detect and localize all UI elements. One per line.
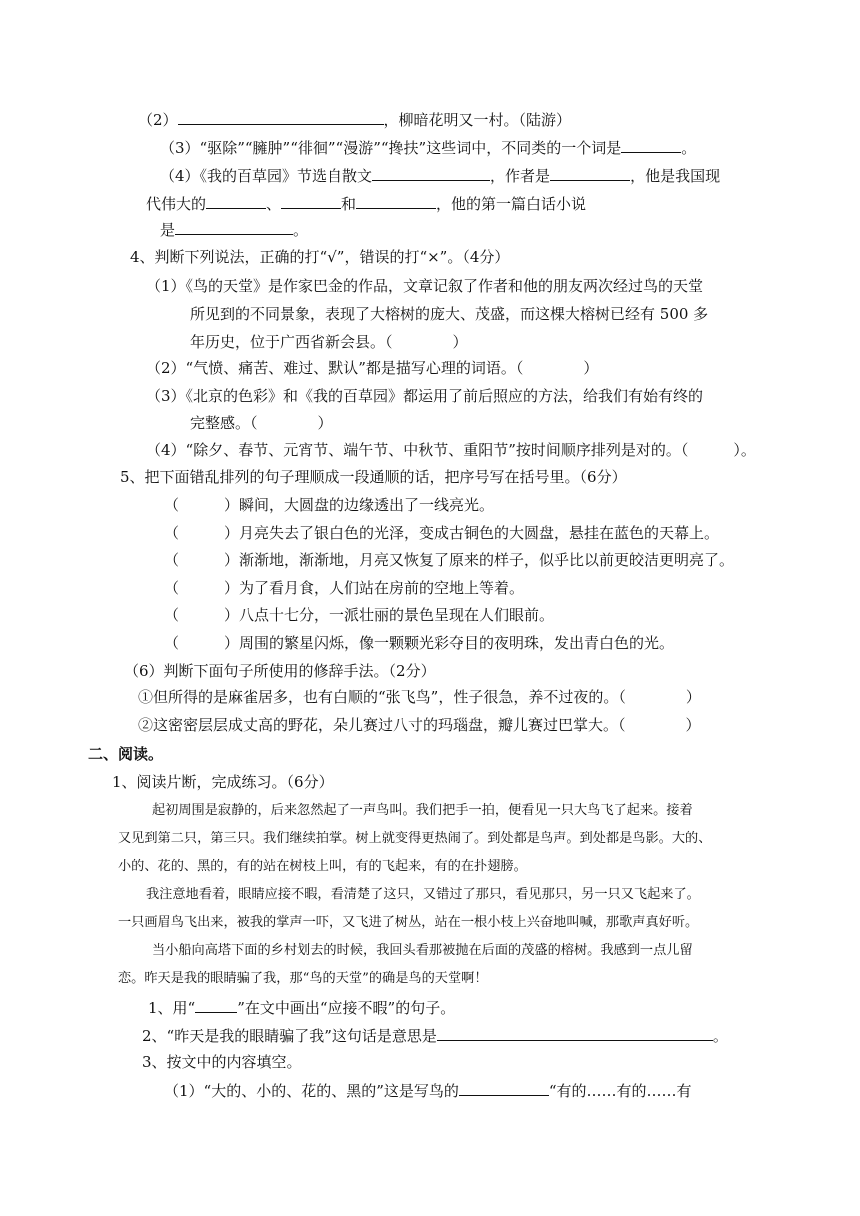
passage-p2-line2: 一只画眉鸟飞出来，被我的掌声一吓，又飞进了树丛，站在一根小枝上兴奋地叫喊，那歌声真好听。 <box>118 915 699 930</box>
passage-p1-line2: 又见到第二只，第三只。我们继续拍掌。树上就变得更热闹了。到处都是鸟声。到处都是鸟影。大的、 <box>118 831 712 846</box>
passage-p1-line3: 小的、花的、黑的，有的站在树枝上叫，有的飞起来，有的在扑翅膀。 <box>118 859 527 874</box>
reading-sub-q3: 3、按文中的内容填空。 <box>142 1053 302 1071</box>
answer-blank[interactable] <box>437 1024 713 1041</box>
reading-sub-q1: 1、用“ ”在文中画出“应接不暇”的句子。 <box>148 996 455 1019</box>
answer-blank[interactable] <box>281 192 341 209</box>
q5-sentence: （ ）周围的繁星闪烁，像一颗颗光彩夺目的夜明珠，发出青白色的光。 <box>164 634 675 652</box>
q4-item-3-line1: （3）《北京的色彩》和《我的百草园》都运用了前后照应的方法，给我们有始有终的 <box>146 387 704 405</box>
reading-sub-q3-1: （1）“大的、小的、花的、黑的”这是写鸟的 “有的……有的……有 <box>164 1079 692 1102</box>
q6-title: （6）判断下面句子所使用的修辞手法。（2分） <box>124 662 436 680</box>
answer-blank[interactable] <box>175 218 293 235</box>
section-heading: 二、阅读。 <box>88 745 164 763</box>
reading-q1-title: 1、阅读片断，完成练习。（6分） <box>112 773 334 791</box>
passage-p3-line2: 恋。昨天是我的眼睛骗了我，那“鸟的天堂”的确是鸟的天堂啊！ <box>118 971 488 986</box>
reading-sub-q2: 2、“昨天是我的眼睛骗了我”这句话是意思是 。 <box>142 1024 728 1047</box>
answer-blank[interactable] <box>621 136 681 153</box>
q5-sentence: （ ）渐渐地，渐渐地，月亮又恢复了原来的样子，似乎比以前更皎洁更明亮了。 <box>164 551 735 569</box>
q5-sentence: （ ）八点十七分，一派壮丽的景色呈现在人们眼前。 <box>164 606 555 624</box>
q3-item-4-line3: 是 。 <box>160 218 308 241</box>
passage-p2-line1: 我注意地看着，眼睛应接不暇，看清楚了这只，又错过了那只，看见那只，另一只又飞起来了。 <box>146 887 700 902</box>
q4-item-1-line3: 年历史，位于广西省新会县。（ ） <box>190 333 468 351</box>
q4-item-3-line2: 完整感。（ ） <box>190 414 333 432</box>
q5-sentence: （ ）瞬间，大圆盘的边缘透出了一线亮光。 <box>164 496 495 514</box>
answer-blank[interactable] <box>206 192 266 209</box>
q4-title: 4、判断下列说法，正确的打“√”，错误的打“×”。（4分） <box>130 248 510 266</box>
q3-item-4-line2: 代伟大的 、 和 ，他的第一篇白话小说 <box>146 192 586 215</box>
passage-p3-line1: 当小船向高塔下面的乡村划去的时候，我回头看那被抛在后面的茂盛的榕树。我感到一点儿留 <box>152 943 693 958</box>
q5-sentence: （ ）月亮失去了银白色的光泽，变成古铜色的大圆盘，悬挂在蓝色的天幕上。 <box>164 524 720 542</box>
q3-item-2: （2） ，柳暗花明又一村。（陆游） <box>138 108 571 131</box>
q4-item-4: （4）“除夕、春节、元宵节、端午节、中秋节、重阳节”按时间顺序排列是对的。（ ）。 <box>146 441 756 459</box>
q4-item-1-line2: 所见到的不同景象，表现了大榕树的庞大、茂盛，而这棵大榕树已经有 500 多 <box>190 305 709 323</box>
answer-blank[interactable] <box>459 1079 549 1096</box>
q3-item-2-label: （2） <box>138 111 178 129</box>
answer-blank[interactable] <box>356 192 436 209</box>
q4-item-2: （2）“气愤、痛苦、难过、默认”都是描写心理的词语。（ ） <box>146 359 599 377</box>
answer-blank[interactable] <box>550 164 630 181</box>
passage-p1-line1: 起初周围是寂静的，后来忽然起了一声鸟叫。我们把手一拍，便看见一只大鸟飞了起来。接着 <box>152 803 693 818</box>
q4-item-1-line1: （1）《鸟的天堂》是作家巴金的作品，文章记叙了作者和他的朋友两次经过鸟的天堂 <box>146 277 704 295</box>
q5-sentence: （ ）为了看月食，人们站在房前的空地上等着。 <box>164 579 525 597</box>
q3-item-4-line1: （4）《我的百草园》节选自散文 ，作者是 ，他是我国现 <box>160 164 720 187</box>
q3-item-3: （3）“驱除”“臃肿”“徘徊”“漫游”“搀扶”这些词中，不同类的一个词是 。 <box>160 136 696 159</box>
answer-blank[interactable] <box>178 108 384 125</box>
answer-blank[interactable] <box>372 164 490 181</box>
q5-title: 5、把下面错乱排列的句子理顺成一段通顺的话，把序号写在括号里。（6分） <box>120 468 627 486</box>
answer-blank[interactable] <box>195 996 237 1013</box>
q6-sentence-b: ②这密密层层成丈高的野花，朵儿赛过八寸的玛瑙盘，瓣儿赛过巴掌大。（ ） <box>138 716 701 734</box>
q6-sentence-a: ①但所得的是麻雀居多，也有白顺的“张飞鸟”，性子很急，养不过夜的。（ ） <box>138 688 701 706</box>
